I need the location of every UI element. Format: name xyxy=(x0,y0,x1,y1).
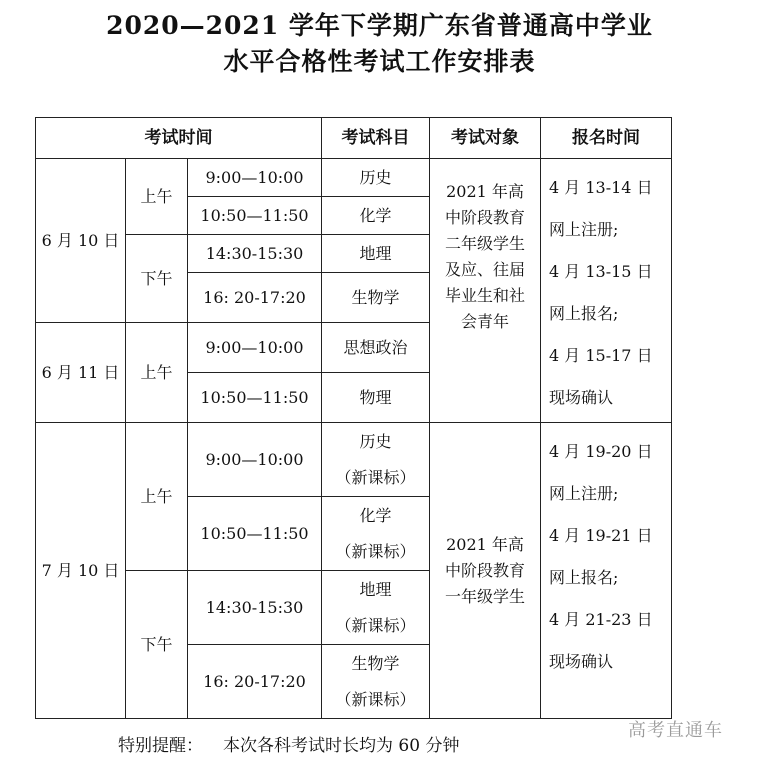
target-line: 中阶段教育 xyxy=(444,208,525,227)
header-subject: 考试科目 xyxy=(322,118,430,159)
target-line: 2021 年高 xyxy=(446,182,524,201)
subject-cell xyxy=(322,571,430,645)
target-line: 二年级学生 xyxy=(444,234,525,253)
period-cell: 上午 xyxy=(126,423,188,571)
subject-note: （新课标） xyxy=(335,541,416,561)
subject-cell xyxy=(322,497,430,571)
subject-cell xyxy=(322,423,430,497)
registration-line: 网上注册; xyxy=(549,220,619,239)
registration-cell-1 xyxy=(541,159,672,423)
registration-line: 网上报名; xyxy=(549,304,619,323)
period-cell: 下午 xyxy=(126,571,188,719)
registration-line: 现场确认 xyxy=(549,652,614,671)
header-registration: 报名时间 xyxy=(541,118,672,159)
table-row xyxy=(36,423,672,497)
period-cell: 上午 xyxy=(126,159,188,235)
header-row xyxy=(36,118,672,159)
time-cell: 10:50—11:50 xyxy=(188,197,322,235)
registration-cell-2 xyxy=(541,423,672,719)
subject-cell xyxy=(322,645,430,719)
subject-name: 历史 xyxy=(359,431,392,451)
footer-text: 本次各科考试时长均为 60 分钟 xyxy=(223,736,460,756)
time-cell: 16: 20-17:20 xyxy=(188,273,322,323)
target-line: 一年级学生 xyxy=(444,586,525,606)
subject-name: 地理 xyxy=(359,579,392,599)
footer-label: 特别提醒： xyxy=(118,736,203,756)
target-line: 2021 年高 xyxy=(446,534,524,554)
period-cell: 下午 xyxy=(126,235,188,323)
time-cell: 14:30-15:30 xyxy=(188,235,322,273)
target-cell-2 xyxy=(430,423,541,719)
subject-note: （新课标） xyxy=(335,615,416,635)
registration-line: 4 月 13-15 日 xyxy=(549,262,653,281)
subject-name: 生物学 xyxy=(351,653,400,673)
subject-cell: 物理 xyxy=(322,373,430,423)
registration-line: 4 月 19-21 日 xyxy=(549,526,653,545)
registration-line: 网上报名; xyxy=(549,568,619,587)
document-title-line-2: 水平合格性考试工作安排表 xyxy=(223,47,536,76)
target-line: 毕业生和社 xyxy=(444,286,525,305)
target-line: 中阶段教育 xyxy=(444,560,525,580)
target-line: 及应、往届 xyxy=(444,260,525,279)
subject-cell: 生物学 xyxy=(322,273,430,323)
registration-line: 4 月 21-23 日 xyxy=(549,610,653,629)
document-title-line-1: 2020—2021 学年下学期广东省普通高中学业 xyxy=(106,11,653,40)
watermark-logo: 高考直通车 xyxy=(628,720,723,741)
subject-cell: 思想政治 xyxy=(322,323,430,373)
target-cell-1 xyxy=(430,159,541,423)
time-cell: 14:30-15:30 xyxy=(188,571,322,645)
registration-line: 现场确认 xyxy=(549,388,614,407)
period-cell: 上午 xyxy=(126,323,188,423)
registration-line: 4 月 15-17 日 xyxy=(549,346,653,365)
time-cell: 9:00—10:00 xyxy=(188,323,322,373)
subject-note: （新课标） xyxy=(335,467,416,487)
table-row xyxy=(36,159,672,197)
time-cell: 9:00—10:00 xyxy=(188,159,322,197)
time-cell: 9:00—10:00 xyxy=(188,423,322,497)
date-cell: 6 月 11 日 xyxy=(36,323,126,423)
subject-cell: 历史 xyxy=(322,159,430,197)
time-cell: 16: 20-17:20 xyxy=(188,645,322,719)
subject-cell: 地理 xyxy=(322,235,430,273)
date-cell: 7 月 10 日 xyxy=(36,423,126,719)
footer-note xyxy=(118,731,459,756)
subject-name: 化学 xyxy=(359,505,392,525)
time-cell: 10:50—11:50 xyxy=(188,497,322,571)
registration-line: 网上注册; xyxy=(549,484,619,503)
subject-note: （新课标） xyxy=(335,689,416,709)
registration-line: 4 月 19-20 日 xyxy=(549,442,653,461)
exam-schedule-table xyxy=(35,117,672,719)
registration-line: 4 月 13-14 日 xyxy=(549,178,653,197)
header-exam-time: 考试时间 xyxy=(36,118,322,159)
time-cell: 10:50—11:50 xyxy=(188,373,322,423)
target-line: 会青年 xyxy=(460,312,509,331)
date-cell: 6 月 10 日 xyxy=(36,159,126,323)
subject-cell: 化学 xyxy=(322,197,430,235)
header-target: 考试对象 xyxy=(430,118,541,159)
